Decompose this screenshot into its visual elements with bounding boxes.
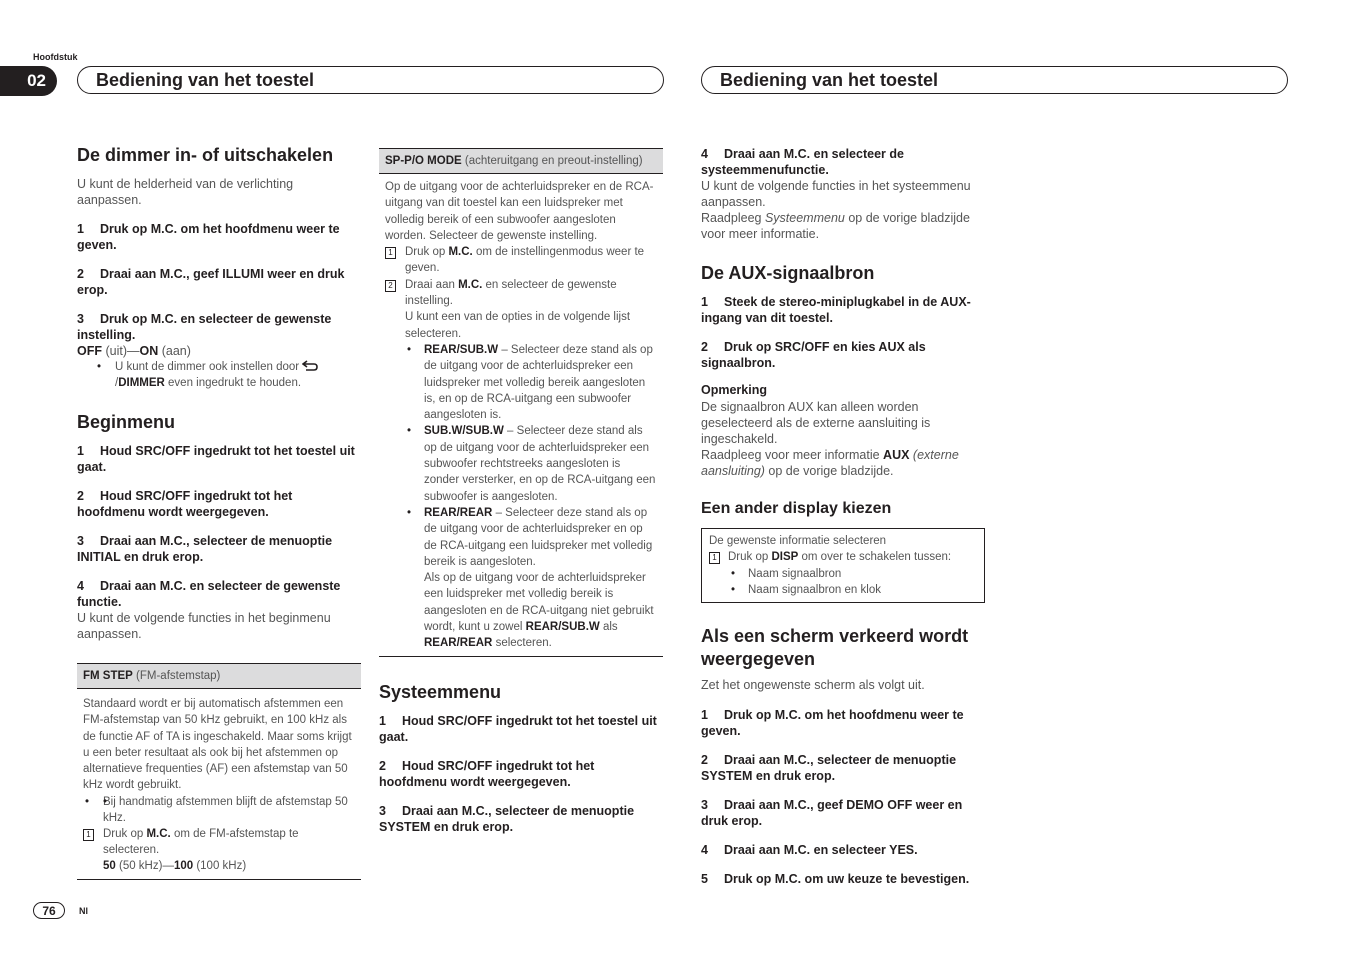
sys-step-3: 3 Draai aan M.C., selecteer de menuoptie SYSTEM en druk erop. <box>379 803 635 834</box>
begin-step-3: 3 Draai aan M.C., selecteer de menuoptie INITIAL en druk erop. <box>77 534 333 564</box>
dimmer-bullet: • U kunt de dimmer ook instellen door /DIMMER even ingedrukt te houden. <box>77 359 361 391</box>
sys-step-4: 4 Draai aan M.C. en selecteer de systeemmenufunctie. <box>701 147 904 177</box>
display-step: 1 Druk op DISP om over te schakelen tussen: <box>709 549 977 565</box>
dimmer-step-2: 2 Draai aan M.C., geef ILLUMI weer en druk erop. <box>77 267 345 297</box>
dimmer-step-1: 1 Druk op M.C. om het hoofdmenu weer te geven. <box>77 222 340 252</box>
back-arrow-icon <box>302 360 318 371</box>
fm-step-instruction: 1 Druk op M.C. om de FM-afstemstap te selecteren. <box>83 826 355 859</box>
section-title-aux: De AUX-signaalbron <box>701 263 875 283</box>
language-code: Nl <box>79 906 88 916</box>
section-title-systeemmenu: Systeemmenu <box>379 681 502 702</box>
begin-step-1: 1 Houd SRC/OFF ingedrukt tot het toestel uit gaat. <box>77 444 355 474</box>
reverse-intro: Zet het ongewenste scherm als volgt uit. <box>701 678 925 693</box>
sp-po-option-rear-rear: • REAR/REAR – Selecteer deze stand als op de uitgang voor de achterluidspreker en op de RCA-uitgang een luidspreker met volledig bereik is aangesloten. <box>385 505 657 570</box>
rev-step-4: 4 Draai aan M.C. en selecteer YES. <box>701 843 918 858</box>
sys-step-1: 1 Houd SRC/OFF ingedrukt tot het toestel uit gaat. <box>379 713 657 744</box>
rev-step-1: 1 Druk op M.C. om het hoofdmenu weer te geven. <box>701 708 964 739</box>
fm-step-box-header: FM STEP (FM-afstemstap) <box>77 663 361 689</box>
column-2 <box>379 148 663 848</box>
display-option-1: • Naam signaalbron <box>709 566 977 582</box>
sp-po-option-subw-subw: • SUB.W/SUB.W – Selecteer deze stand als op de uitgang voor de achterluidspreker een subwoofer rechtstreeks aangesloten is zonder versterker, en op de RCA-uitgang een subwoofer is aangesloten. <box>385 423 657 504</box>
fm-step-box-body <box>77 689 361 880</box>
begin-after: U kunt de volgende functies in het beginmenu aanpassen. <box>77 611 331 641</box>
column-1 <box>77 144 361 880</box>
sp-po-step-2-after: U kunt een van de opties in de volgende lijst selecteren. <box>405 311 631 340</box>
sp-po-option-extra: Als op de uitgang voor de achterluidspreker een luidspreker met volledig bereik is aangesloten en de RCA-uitgang niet gebruikt wordt, kunt u zowel REAR/SUB.W als REAR/REAR selecteren. <box>424 572 654 650</box>
display-box-title: De gewenste informatie selecteren <box>709 535 887 547</box>
note-paragraph-2: Raadpleeg voor meer informatie AUX (externe aansluiting) op de vorige bladzijde. <box>701 448 959 478</box>
section-title-reverse-display: Als een scherm verkeerd wordt weergegeven <box>701 626 969 670</box>
fm-step-bullet: • • Bij handmatig afstemmen blijft de afstemstap 50 kHz. <box>83 794 355 826</box>
page-number: 76 <box>33 902 65 919</box>
fm-step-values: 50 (50 kHz)—100 (100 kHz) <box>103 860 247 873</box>
section-title-display: Een ander display kiezen <box>701 500 892 517</box>
rev-step-3: 3 Draai aan M.C., geef DEMO OFF weer en druk erop. <box>701 798 963 829</box>
sp-po-option-rear-subw: • REAR/SUB.W – Selecteer deze stand als op de uitgang voor de achterluidspreker een luidspreker met volledig bereik aangesloten is, en op de RCA-uitgang een subwoofer aangesloten is. <box>385 342 657 423</box>
note-title: Opmerking <box>701 383 767 397</box>
note-paragraph-1: De signaalbron AUX kan alleen worden geselecteerd als de externe aansluiting is ingeschakeld. <box>701 400 931 446</box>
display-box <box>701 528 985 603</box>
display-option-2: • Naam signaalbron en klok <box>709 582 977 598</box>
off-on-values: OFF (uit)—ON (aan) <box>77 344 191 358</box>
aux-step-1: 1 Steek de stereo-miniplugkabel in de AUX-ingang van dit toestel. <box>701 295 971 325</box>
begin-step-2: 2 Houd SRC/OFF ingedrukt tot het hoofdmenu wordt weergegeven. <box>77 489 293 519</box>
dimmer-step-3: 3 Druk op M.C. en selecteer de gewenste instelling. <box>77 312 332 342</box>
sp-po-step-1: 1 Druk op M.C. om de instellingenmodus weer te geven. <box>385 244 657 277</box>
sp-po-mode-box-body <box>379 174 663 657</box>
section-title-beginmenu: Beginmenu <box>77 412 176 432</box>
chapter-label: Hoofdstuk <box>33 52 78 62</box>
page-header-left: Bediening van het toestel <box>77 66 664 94</box>
section-title-dimmer: De dimmer in- of uitschakelen <box>77 145 334 165</box>
sys-step-4-after-2: Raadpleeg Systeemmenu op de vorige bladzijde voor meer informatie. <box>701 211 970 241</box>
rev-step-5: 5 Druk op M.C. om uw keuze te bevestigen. <box>701 872 970 887</box>
sp-po-description: Op de uitgang voor de achterluidspreker en de RCA-uitgang van dit toestel kan een luidspreker met volledig bereik of een subwoofer aangesloten worden. Selecteer de gewenste instelling. <box>385 181 654 242</box>
sys-step-4-after-1: U kunt de volgende functies in het systeemmenu aanpassen. <box>701 179 971 209</box>
begin-step-4: 4 Draai aan M.C. en selecteer de gewenste functie. <box>77 579 341 609</box>
sp-po-step-2: 2 Draai aan M.C. en selecteer de gewenste instelling. <box>385 277 657 310</box>
sp-po-mode-box-header: SP-P/O MODE (achteruitgang en preout-instelling) <box>379 148 663 174</box>
rev-step-2: 2 Draai aan M.C., selecteer de menuoptie SYSTEM en druk erop. <box>701 753 957 784</box>
fm-step-description: Standaard wordt er bij automatisch afstemmen een FM-afstemstap van 50 kHz gebruikt, en 100 kHz als de functie AF of TA is ingeschakeld. Maar soms krijgt u een beter resultaat als ook bij het afstemmen op alternatieve frequenties (AF) een afstemstap van 50 kHz wordt gebruikt. <box>83 698 352 792</box>
chapter-number-badge: 02 <box>0 66 57 96</box>
sys-step-2: 2 Houd SRC/OFF ingedrukt tot het hoofdmenu wordt weergegeven. <box>379 758 595 789</box>
aux-step-2: 2 Druk op SRC/OFF en kies AUX als signaalbron. <box>701 340 926 370</box>
column-3 <box>701 146 985 900</box>
page-header-right: Bediening van het toestel <box>701 66 1288 94</box>
dimmer-intro: U kunt de helderheid van de verlichting aanpassen. <box>77 177 294 207</box>
